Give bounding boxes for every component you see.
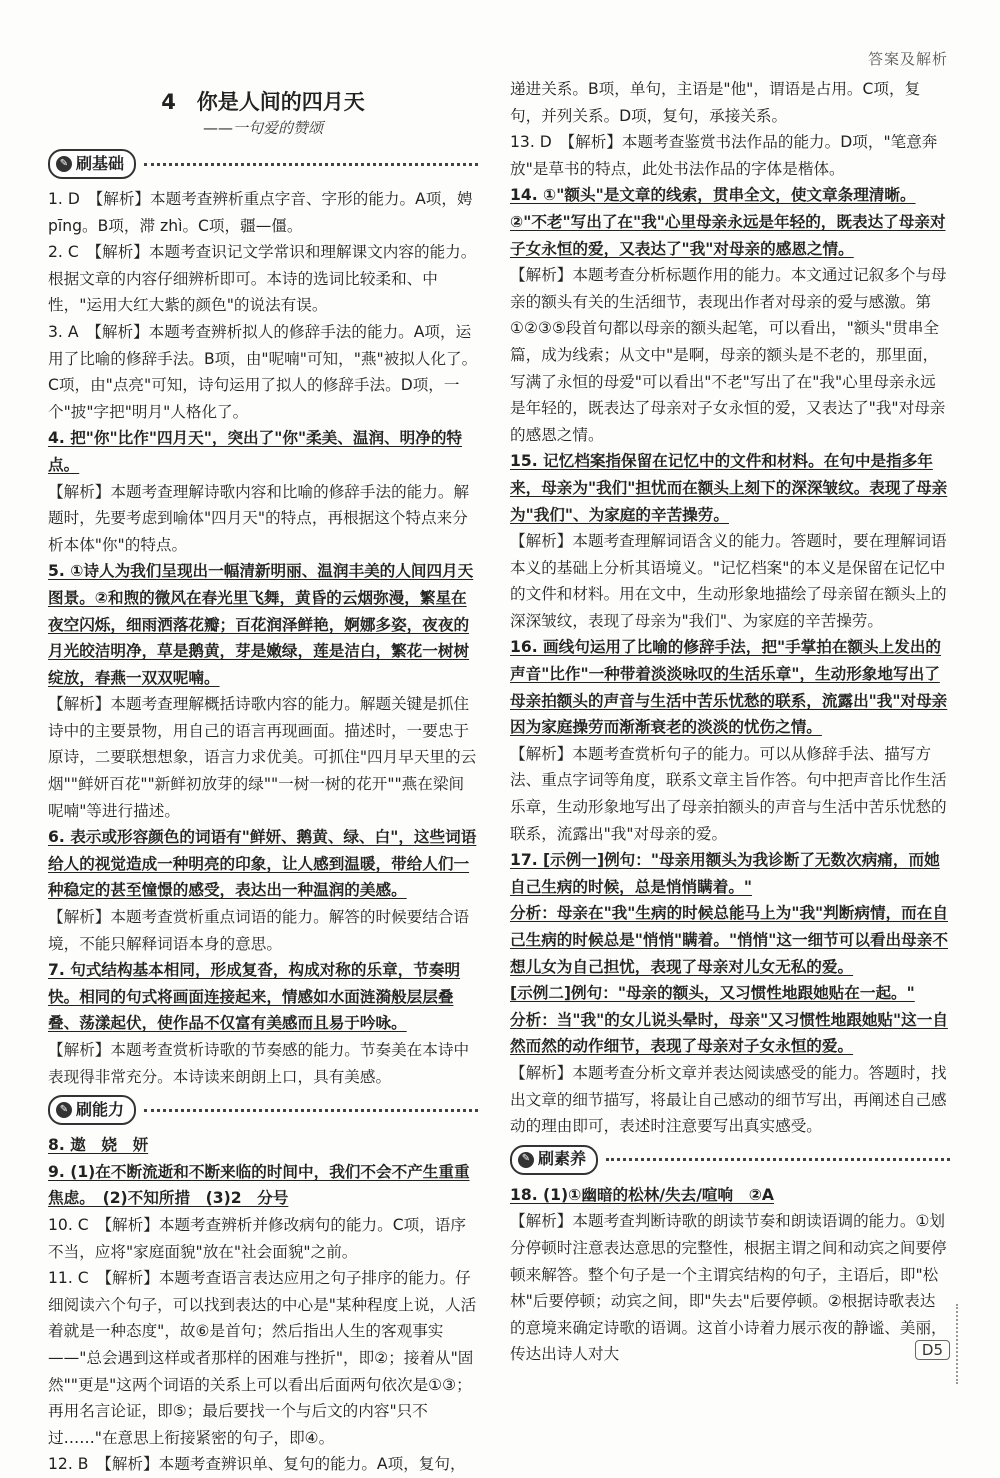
dotted-divider	[606, 1158, 950, 1161]
answer-key: 9. (1)在不断流逝和不断来临的时间中，我们不会不产生重重焦虑。 (2)不知所措 (3)2 分号	[48, 1162, 470, 1208]
page-number: D5	[915, 1340, 950, 1360]
answer-explanation: 【解析】本题考查判断诗歌的朗读节奏和朗读语调的能力。①划分停顿时注意表达意思的完整性，根据主谓之间和动宾之间要停顿来解答。整个句子是一个主谓宾结构的句子，主语后，即"松林"后要停顿；动宾之间，即"失去"后要停顿。②根据诗歌表达的意境来确定诗歌的语调。这首小诗着力展示夜的静谧、美丽，传达出诗人对大	[510, 1212, 947, 1364]
section-label: 刷能力	[76, 1099, 125, 1119]
answer-key: 4. 把"你"比作"四月天"，突出了"你"柔美、温润、明净的特点。	[48, 429, 463, 474]
answer-key: 分析：母亲在"我"生病的时候总能马上为"我"判断病情，而在自己生病的时候总是"悄悄"瞒着。"悄悄"这一细节可以看出母亲不想儿女为自己担忧，表现了母亲对儿女无私的爱。	[510, 904, 948, 976]
section-label: 刷基础	[76, 153, 125, 173]
answer-explanation: 【解析】本题考查理解概括诗歌内容的能力。解题关键是抓住诗中的主要景物，用自己的语言再现画面。描述时，一要忠于原诗，二要联想想象，语言力求优美。可抓住"四月早天里的云烟""鲜妍百花""新鲜初放芽的绿""一树一树的花开""燕在梁间呢喃"等进行描述。	[48, 695, 477, 820]
answer-item: 12. B 【解析】本题考查辨识单、复句的能力。A项，复句，	[48, 1455, 466, 1474]
answer-key: 5. ①诗人为我们呈现出一幅清新明丽、温润丰美的人间四月天图景。②和煦的微风在春光里飞舞，黄昏的云烟弥漫，繁星在夜空闪烁，细雨洒落花瓣；百花润泽鲜艳，婀娜多姿，夜夜的月光皎洁明净，草是鹅黄，芽是嫩绿，莲是洁白，繁花一树树绽放，春燕一双双呢喃。	[48, 562, 474, 687]
answer-item: 13. D 【解析】本题考查鉴赏书法作品的能力。D项，"笔意奔放"是草书的特点，此处书法作品的字体是楷体。	[510, 133, 938, 178]
answer-item: 1. D 【解析】本题考查辨析重点字音、字形的能力。A项，娉 pīng。B项，滞 zhì。C项，疆—僵。	[48, 190, 473, 235]
left-column	[48, 80, 478, 1478]
answer-explanation: 【解析】本题考查分析标题作用的能力。本文通过记叙多个与母亲的额头有关的生活细节，表现出作者对母亲的爱与感激。第①②③⑤段首句都以母亲的额头起笔，可以看出，"额头"贯串全篇，成为线索；从文中"是啊，母亲的额头是不老的，那里面，写满了永恒的母爱"可以看出"不老"写出了在"我"心里母亲永远是年轻的，既表达了母亲对子女永恒的爱，又表达了"我"对母亲的感恩之情。	[510, 266, 947, 444]
pencil-icon: ✎	[518, 1152, 534, 1168]
answer-item: 递进关系。B项，单句，主语是"他"，谓语是占用。C项，复句，并列关系。D项，复句，承接关系。	[510, 80, 921, 125]
section-badge	[510, 1145, 598, 1175]
pencil-icon: ✎	[56, 156, 72, 172]
answer-key: 6. 表示或形容颜色的词语有"鲜妍、鹅黄、绿、白"，这些词语给人的视觉造成一种明亮的印象，让人感到温暖，带给人们一种稳定的甚至憧憬的感受，表达出一种温润的美感。	[48, 828, 477, 900]
answer-key: 17. [示例一]例句："母亲用额头为我诊断了无数次病痛，而她自己生病的时候，总是悄悄瞒着。"	[510, 851, 940, 896]
answer-key: 8. 遨 娆 妍	[48, 1136, 149, 1155]
lesson-title: 4 你是人间的四月天	[161, 90, 365, 114]
dotted-divider	[144, 163, 478, 166]
dotted-divider	[144, 1109, 478, 1112]
answer-explanation: 【解析】本题考查理解诗歌内容和比喻的修辞手法的能力。解题时，先要考虑到喻体"四月天"的特点，再根据这个特点来分析本体"你"的特点。	[48, 482, 470, 554]
header-label: 答案及解析	[867, 50, 948, 68]
answer-explanation: 【解析】本题考查分析文章并表达阅读感受的能力。答题时，找出文章的细节描写，将最让自己感动的细节写出，再阐述自己感动的理由即可，表述时注意要写出真实感受。	[510, 1063, 947, 1136]
section-badge	[48, 1095, 136, 1125]
answer-key: [示例二]例句："母亲的额头，又习惯性地跟她贴在一起。"	[510, 984, 915, 1003]
answer-key: 分析：当"我"的女儿说头晕时，母亲"又习惯性地跟她贴"这一自然而然的动作细节，表现了母亲对子女永恒的爱。	[510, 1010, 948, 1056]
section-header-basic	[48, 148, 478, 180]
corner-dotted-line	[956, 1304, 966, 1384]
answer-item: 2. C 【解析】本题考查识记文学常识和理解课文内容的能力。根据文章的内容仔细辨析即可。本诗的选词比较柔和、中性，"运用大红大紫的颜色"的说法有误。	[48, 243, 477, 315]
answer-explanation: 【解析】本题考查赏析重点词语的能力。解答的时候要结合语境，不能只解释词语本身的意思。	[48, 908, 470, 953]
answer-explanation: 【解析】本题考查理解词语含义的能力。答题时，要在理解词语本义的基础上分析其语境义。"记忆档案"的本义是保留在记忆中的文件和材料。用在文中，生动形象地描绘了母亲留在额头上的深深皱纹，表现了母亲为"我们"、为家庭的辛苦操劳。	[510, 532, 947, 630]
answer-key: 7. 句式结构基本相同，形成复沓，构成对称的乐章，节奏明快。相同的句式将画面连接起来，情感如水面涟漪般层层叠叠、荡漾起伏，使作品不仅富有美感而且易于吟咏。	[48, 961, 461, 1033]
answer-explanation: 【解析】本题考查赏析句子的能力。可以从修辞手法、描写方法、重点字词等角度，联系文章主旨作答。句中把声音比作生活乐章，生动形象地写出了母亲拍额头的声音与生活中苦乐忧愁的联系，流露出"我"对母亲的爱。	[510, 744, 947, 843]
answer-key: 16. 画线句运用了比喻的修辞手法，把"手掌拍在额头上发出的声音"比作"一种带着淡淡咏叹的生活乐章"，生动形象地写出了母亲拍额头的声音与生活中苦乐忧愁的联系，流露出"我"对母亲因为家庭操劳而渐渐衰老的淡淡的忧伤之情。	[510, 638, 948, 737]
answer-item: 10. C 【解析】本题考查辨析并修改病句的能力。C项，语序不当，应将"家庭面貌"放在"社会面貌"之前。	[48, 1215, 466, 1261]
answer-item: 11. C 【解析】本题考查语言表达应用之句子排序的能力。仔细阅读六个句子，可以找到表达的中心是"某种程度上说，人活着就是一种态度"，故⑥是首句；然后指出人生的客观事实——"总会遇到这样或者那样的困难与挫折"，即②；接着从"固然""更是"这两个词语的关系上可以看出后面两句依次是①③；再用名言论证，即⑤；最后要找一个与后文的内容"只不过……"在意思上衔接紧密的句子，即④。	[48, 1269, 477, 1447]
answer-key: 15. 记忆档案指保留在记忆中的文件和材料。在句中是指多年来，母亲为"我们"担忧而在额头上刻下的深深皱纹。表现了母亲为"我们"、为家庭的辛苦操劳。	[510, 452, 948, 524]
pencil-icon: ✎	[56, 1102, 72, 1118]
section-header-ability	[48, 1094, 478, 1126]
answer-key: 18. (1)①幽暗的松林/失去/喧响 ②A	[510, 1185, 774, 1204]
answer-item: 3. A 【解析】本题考查辨析拟人的修辞手法的能力。A项，运用了比喻的修辞手法。B项，由"呢喃"可知，"燕"被拟人化了。C项，由"点亮"可知，诗句运用了拟人的修辞手法。D项，一个"披"字把"明月"人格化了。	[48, 322, 478, 421]
answer-explanation: 【解析】本题考查赏析诗歌的节奏感的能力。节奏美在本诗中表现得非常充分。本诗读来朗朗上口，具有美感。	[48, 1041, 470, 1086]
right-column	[510, 76, 950, 1368]
lesson-subtitle: ——一句爱的赞颂	[202, 119, 323, 137]
section-label: 刷素养	[538, 1149, 587, 1169]
section-badge	[48, 149, 136, 179]
section-header-quality	[510, 1144, 950, 1176]
answer-key: 14. ①"额头"是文章的线索，贯串全文，使文章条理清晰。②"不老"写出了在"我"心里母亲永远是年轻的，既表达了母亲对子女永恒的爱，又表达了"我"对母亲的感恩之情。	[510, 186, 946, 258]
